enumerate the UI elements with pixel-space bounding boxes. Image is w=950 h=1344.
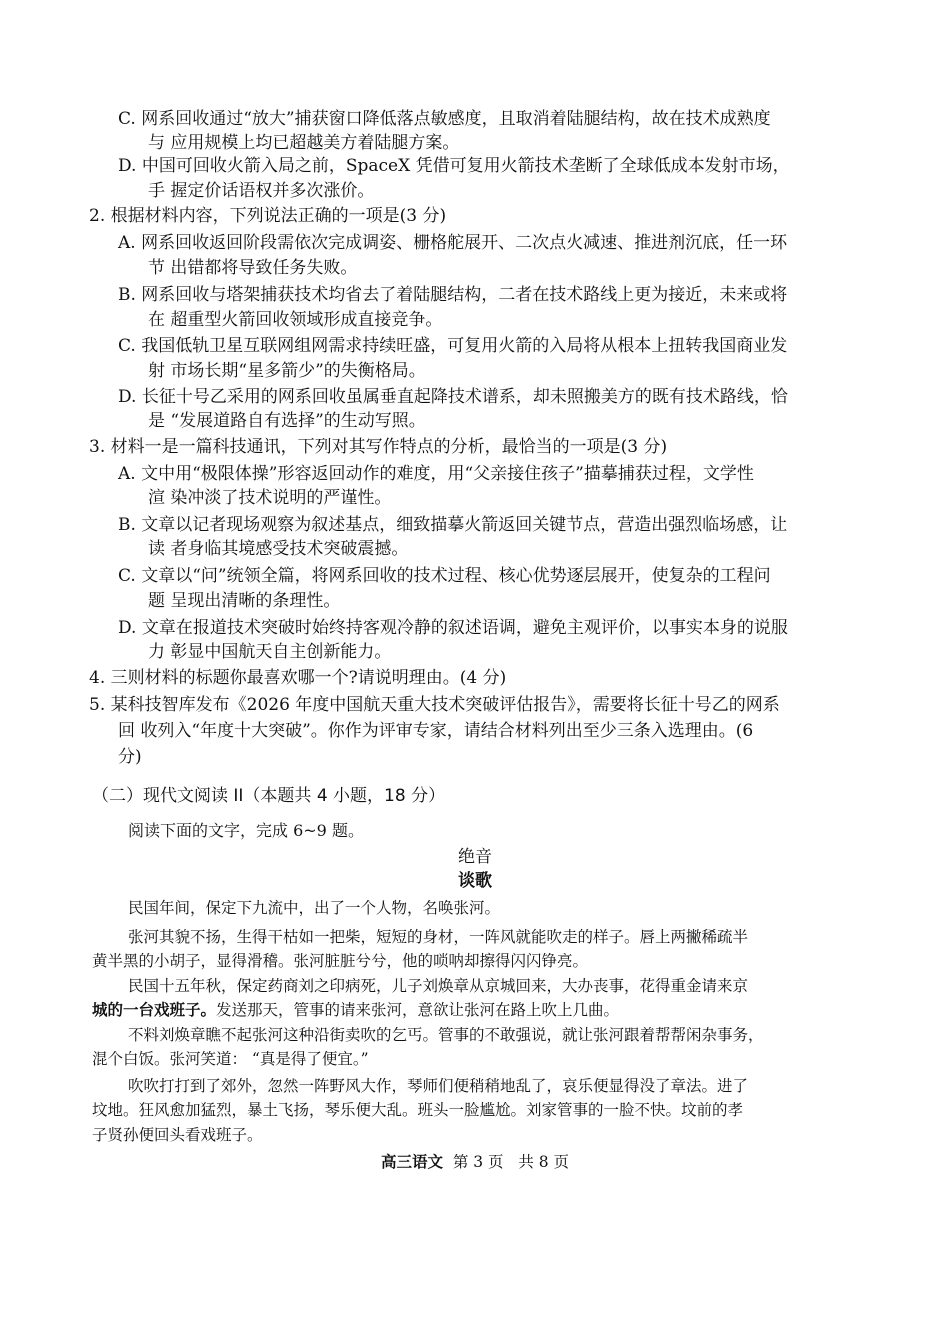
option-text: 力 彰显中国航天自主创新能力。 [148, 642, 392, 662]
paragraph: 坟地。狂风愈加猛烈，暴土飞扬，琴乐便大乱。班头一脸尴尬。刘家管事的一脸不快。坟前的孝 [92, 1101, 744, 1119]
option-text: 渲 染冲淡了技术说明的严谨性。 [148, 488, 392, 508]
question-stem: 分) [118, 747, 142, 767]
section-heading: （二）现代文阅读 II（本题共 4 小题，18 分） [92, 786, 446, 806]
option-text: C. 文章以“问”统领全篇，将网系回收的技术过程、核心优势逐层展开，使复杂的工程问 [118, 566, 771, 586]
story-title: 绝音 [458, 847, 492, 867]
option-text: A. 文中用“极限体操”形容返回动作的难度，用“父亲接住孩子”描摹捕获过程，文学性 [118, 464, 754, 484]
question-4-stem: 4. 三则材料的标题你最喜欢哪一个?请说明理由。(4 分) [89, 668, 507, 688]
option-text: 节 出错都将导致任务失败。 [148, 258, 358, 278]
question-stem: 回 收列入“年度十大突破”。你作为评审专家，请结合材料列出至少三条入选理由。(6 [118, 721, 754, 741]
question-stem: 2. 根据材料内容，下列说法正确的一项是(3 分) [89, 206, 447, 226]
option-text: A. 网系回收返回阶段需依次完成调姿、栅格舵展开、二次点火减速、推进剂沉底，任一环 [118, 233, 788, 253]
paragraph: 子贤孙便回头看戏班子。 [92, 1126, 263, 1144]
footer-subject: 高三语文 [380, 1152, 443, 1171]
option-text: 是 “发展道路自有选择”的生动写照。 [148, 411, 426, 431]
option-text: 手 握定价话语权并多次涨价。 [148, 181, 375, 201]
option-text: B. 网系回收与塔架捕获技术均省去了着陆腿结构，二者在技术路线上更为接近，未来或将 [118, 285, 788, 305]
paragraph-rest: 发送那天，管事的请来张河，意欲让张河在路上吹上几曲。 [216, 1001, 620, 1019]
footer-page: 第 3 页 [452, 1153, 504, 1171]
option-text: 射 市场长期“星多箭少”的失衡格局。 [148, 361, 426, 381]
question-stem: 5. 某科技智库发布《2026 年度中国航天重大技术突破评估报告》，需要将长征十号乙的网系 [89, 695, 780, 715]
option-text: 题 呈现出清晰的条理性。 [148, 591, 341, 611]
paragraph [92, 999, 619, 1021]
option-text: D. 中国可回收火箭入局之前，SpaceX 凭借可复用火箭技术垄断了全球低成本发射市场， [118, 156, 790, 176]
paragraph: 张河其貌不扬，生得干枯如一把柴，短短的身材，一阵风就能吹走的样子。唇上两撇稀疏半 [128, 928, 749, 946]
paragraph: 民国年间，保定下九流中，出了一个人物，名唤张河。 [128, 899, 501, 917]
paragraph: 民国十五年秋，保定药商刘之印病死，儿子刘焕章从京城回来，大办丧事，花得重金请来京 [128, 977, 749, 995]
paragraph: 吹吹打打到了郊外，忽然一阵野风大作，琴师们便稍稍地乱了，哀乐便显得没了章法。进了 [128, 1077, 749, 1095]
option-text: C. 网系回收通过“放大”捕获窗口降低落点敏感度，且取消着陆腿结构，故在技术成熟度 [118, 109, 771, 129]
bold-phrase: 城的一台戏班子。 [92, 1000, 217, 1019]
question-stem: 3. 材料一是一篇科技通讯，下列对其写作特点的分析，最恰当的一项是(3 分) [89, 437, 668, 457]
option-text: B. 文章以记者现场观察为叙述基点，细致描摹火箭返回关键节点，营造出强烈临场感，让 [118, 515, 788, 535]
option-text: 读 者身临其境感受技术突破震撼。 [148, 539, 409, 559]
page-footer [0, 1151, 950, 1173]
option-text: D. 文章在报道技术突破时始终持客观冷静的叙述语调，避免主观评价，以事实本身的说服 [118, 618, 788, 638]
option-text: 在 超重型火箭回收领域形成直接竞争。 [148, 310, 443, 330]
footer-total: 共 8 页 [518, 1153, 570, 1171]
option-text: 与 应用规模上均已超越美方着陆腿方案。 [148, 133, 460, 153]
story-author: 谈歌 [458, 871, 492, 891]
option-text: C. 我国低轨卫星互联网组网需求持续旺盛，可复用火箭的入局将从根本上扭转我国商业发 [118, 336, 788, 356]
option-text: D. 长征十号乙采用的网系回收虽属垂直起降技术谱系，却未照搬美方的既有技术路线，恰 [118, 387, 788, 407]
paragraph: 混个白饭。张河笑道： “真是得了便宜。” [92, 1050, 369, 1068]
paragraph: 不料刘焕章瞧不起张河这种沿街卖吹的乞丐。管事的不敢强说，就让张河跟着帮帮闲杂事务， [128, 1026, 764, 1044]
paragraph: 黄半黑的小胡子，显得滑稽。张河脏脏兮兮，他的唢呐却擦得闪闪铮亮。 [92, 952, 589, 970]
section-instruction: 阅读下面的文字，完成 6~9 题。 [128, 821, 364, 840]
